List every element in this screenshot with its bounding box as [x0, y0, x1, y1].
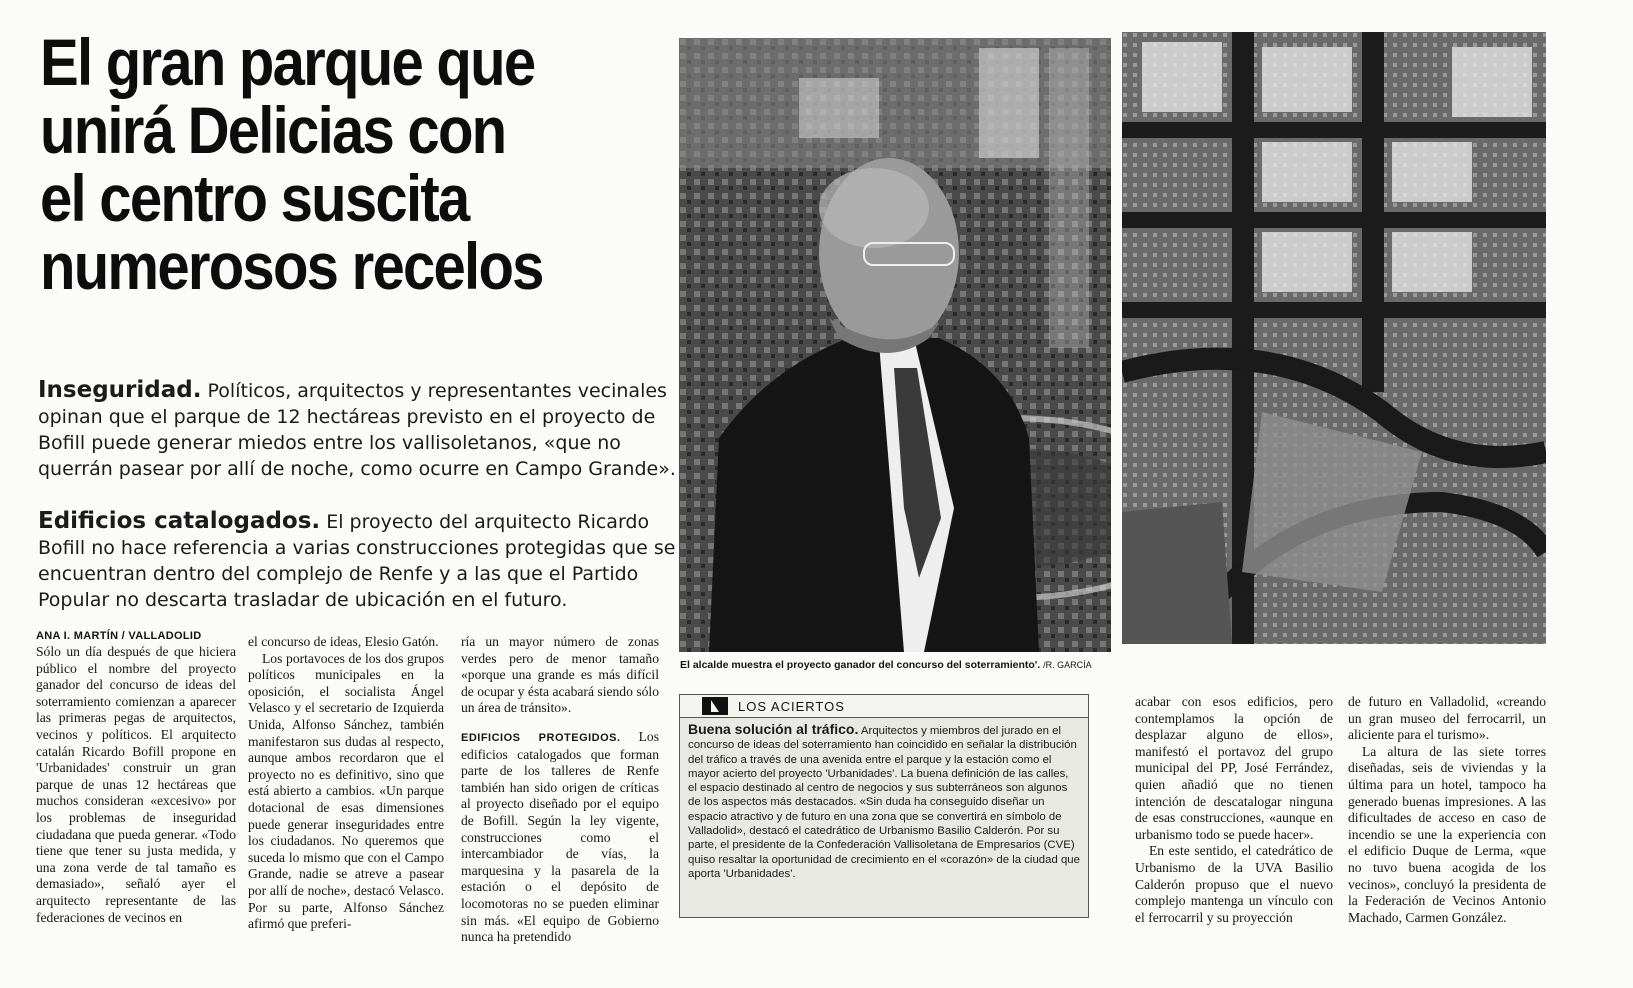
subhead: EDIFICIOS PROTEGIDOS. [461, 731, 621, 744]
byline: ANA I. MARTÍN / VALLADOLID [36, 630, 202, 642]
body-paragraph: el concurso de ideas, Elesio Gatón. [248, 634, 439, 649]
photo-urban-plan [1122, 32, 1546, 644]
column-5 [1135, 694, 1333, 926]
body-paragraph: La altura de las siete torres diseñadas, seis de viviendas y la última para un hotel, tampoco ha generado buenas impresiones. A las dificultades de acceso en caso de incendio se une la experiencia con el edificio Duque de Lerma, «que no tuvo buena acogida de los vecinos», concluyó la presidenta de la Federación de Vecinos Antonio Machado, Carmen González. [1348, 743, 1546, 925]
column-1 [36, 630, 236, 926]
deck-inseguridad [38, 377, 678, 482]
headline-line: el centro suscita [40, 161, 469, 235]
body-paragraph: acabar con esos edificios, pero contemplamos la opción de desplazar alguno de ellos», manifestó el portavoz del grupo municipal del PP, José Ferrández, quien añadió que no tienen intención de descatalogar ninguna de esas construcciones, «aunque en urbanismo todo se puede hacer». [1135, 694, 1333, 842]
box-header [680, 695, 1088, 718]
headline-line: unirá Delicias con [40, 93, 506, 167]
body-paragraph: Sólo un día después de que hiciera público el nombre del proyecto ganador del concurso de ideas del soterramiento comienzan a aparecer las primeras pegas de arquitectos, vecinos y políticos. El arquitecto catalán Ricardo Bofill propone en 'Urbanidades' construir un gran parque de unas 12 hectáreas que muchos consideran «excesivo» por los problemas de inseguridad ciudadana que pueda generar. «Todo tiene que tener su justa medida, y una zona verde de tal tamaño es demasiado», señaló ayer el arquitecto representante de las federaciones de vecinos en [36, 644, 236, 925]
column-3 [461, 634, 659, 946]
box-heading: Buena solución al tráfico. [688, 721, 859, 737]
box-body [680, 718, 1088, 885]
deck-edificios [38, 508, 678, 613]
column-6 [1348, 694, 1546, 926]
headline [40, 25, 612, 303]
box-title: LOS ACIERTOS [738, 698, 845, 714]
photo-caption [680, 659, 1120, 671]
headline-line: El gran parque que [40, 25, 535, 99]
photo-urban-plan-image [1122, 32, 1546, 644]
headline-line: numerosos recelos [40, 229, 543, 303]
body-paragraph: Los portavoces de los dos grupos políticos municipales en la oposición, el socialista Ángel Velasco y el secretario de Izquierda Unida, Alfonso Sánchez, también manifestaron sus dudas al respecto, aunque ambos recordaron que el proyecto no es definitivo, sino que está abierto a cambios. «Un parque dotacional de esas dimensiones puede generar inseguridades entre los ciudadanos. No queremos que suceda lo mismo que con el Campo Grande, nadie se atreve a pasear por allí de noche», destacó Velasco. Por su parte, Alfonso Sánchez afirmó que preferi- [248, 650, 444, 932]
deck-text: Políticos, arquitectos y representantes vecinales opinan que el parque de 12 hectáreas previsto en el proyecto de Bofill puede generar miedos entre los vallisoletanos, «que no querrán pasear por allí de noche, como ocurre en Campo Grande». [38, 380, 676, 480]
photo-mayor-image [679, 38, 1111, 652]
caption-text: El alcalde muestra el proyecto ganador del concurso del soterramiento'. [680, 659, 1041, 671]
deck-text: El proyecto del arquitecto Ricardo Bofill no hace referencia a varias construcciones protegidas que se encuentran dentro del complejo de Renfe y a las que el Partido Popular no descarta trasladar de ubicación en el futuro. [38, 511, 676, 611]
photo-mayor [679, 38, 1111, 652]
column-2 [248, 634, 444, 933]
body-paragraph: de futuro en Valladolid, «creando un gran museo del ferrocarril, un aliciente para el turismo». [1348, 694, 1546, 743]
body-paragraph: Los edificios catalogados que forman parte de los talleres de Renfe también han sido origen de críticas al proyecto diseñado por el equipo de Bofill. Según la ley vigente, construcciones como el intercambiador de vías, la marquesina y la pasarela de la estación o el depósito de locomotoras no se pueden eliminar sin más. «El equipo de Gobierno nunca ha pretendido [461, 728, 659, 945]
deck-lead: Edificios catalogados. [38, 508, 321, 534]
deck-lead: Inseguridad. [38, 377, 202, 403]
box-logo-icon [702, 697, 728, 715]
body-paragraph: ría un mayor número de zonas verdes pero de menor tamaño «porque una grande es más difícil de ocupar y ésta acabará siendo sólo un área de tránsito». [461, 634, 659, 716]
body-paragraph: En este sentido, el catedrático de Urbanismo de la UVA Basilio Calderón propuso que el nuevo complejo mantenga un vínculo con el ferrocarril y su proyección [1135, 843, 1333, 925]
photo-credit: /R. GARCÍA [1043, 660, 1092, 670]
sidebar-box-aciertos [679, 694, 1089, 918]
box-text: Arquitectos y miembros del jurado en el concurso de ideas del soterramiento han coincidido en señalar la distribución del tráfico a través de una avenida entre el parque y la estación como el mayor acierto del proyecto 'Urbanidades'. La buena definición de las calles, el espacio destinado al centro de negocios y sus subterráneos son algunos de los aspectos más destacados. «Sin duda ha conseguido diseñar un espacio atractivo y de futuro en una zona que se convertirá en símbolo de Valladolid», destacó el catedrático de Urbanismo Basilio Calderón. Por su parte, el presidente de la Confederación Vallisoletana de Empresarios (CVE) quiso resaltar la oportunidad de crecimiento en el «corazón» de la ciudad que aporta 'Urbanidades'. [688, 725, 1080, 880]
